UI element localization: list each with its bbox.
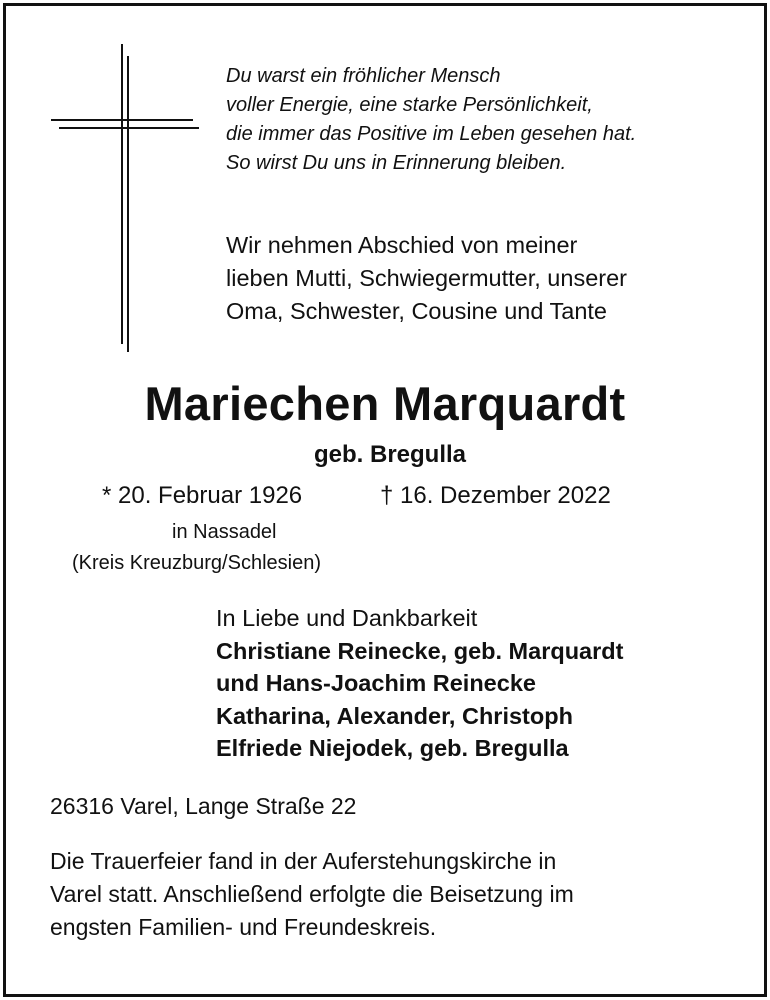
mourner-line: Christiane Reinecke, geb. Marquardt (216, 637, 624, 664)
mourner-line: Katharina, Alexander, Christoph (216, 702, 573, 729)
birth-region: (Kreis Kreuzburg/Schlesien) (72, 552, 321, 574)
address: 26316 Varel, Lange Straße 22 (50, 793, 357, 819)
verse (226, 62, 746, 178)
cross-horizontal-line (59, 127, 199, 129)
verse-line: So wirst Du uns in Erinnerung bleiben. (226, 152, 567, 174)
born-name: geb. Bregulla (313, 441, 467, 468)
mourner-line: Elfriede Niejodek, geb. Bregulla (216, 735, 569, 761)
notice-line: Die Trauerfeier fand in der Auferstehungskirche in (50, 848, 557, 874)
intro-line: Wir nehmen Abschied von meiner (226, 232, 578, 258)
deceased-name: Mariechen Marquardt (144, 377, 626, 430)
funeral-notice (50, 845, 750, 944)
cross-vertical-line (127, 56, 129, 352)
cross-icon (45, 44, 205, 354)
birthplace: in Nassadel (172, 521, 277, 543)
verse-line: Du warst ein fröhlicher Mensch (226, 65, 501, 87)
cross-vertical-line (121, 44, 123, 344)
intro-line: Oma, Schwester, Cousine und Tante (226, 298, 608, 324)
mourner-line: und Hans-Joachim Reinecke (216, 670, 536, 696)
intro-line: lieben Mutti, Schwiegermutter, unserer (226, 265, 627, 291)
notice-line: Varel statt. Anschließend erfolgte die Beisetzung im (50, 881, 574, 907)
verse-line: voller Energie, eine starke Persönlichkeit, (226, 94, 593, 116)
death-date: † 16. Dezember 2022 (380, 482, 611, 509)
mourners (216, 602, 623, 765)
notice-line: engsten Familien- und Freundeskreis. (50, 914, 437, 940)
cross-horizontal-line (51, 119, 193, 121)
mourners-intro: In Liebe und Dankbarkeit (216, 605, 478, 631)
birth-date: * 20. Februar 1926 (102, 482, 303, 509)
farewell-intro (226, 229, 746, 328)
verse-line: die immer das Positive im Leben gesehen hat. (226, 123, 637, 145)
